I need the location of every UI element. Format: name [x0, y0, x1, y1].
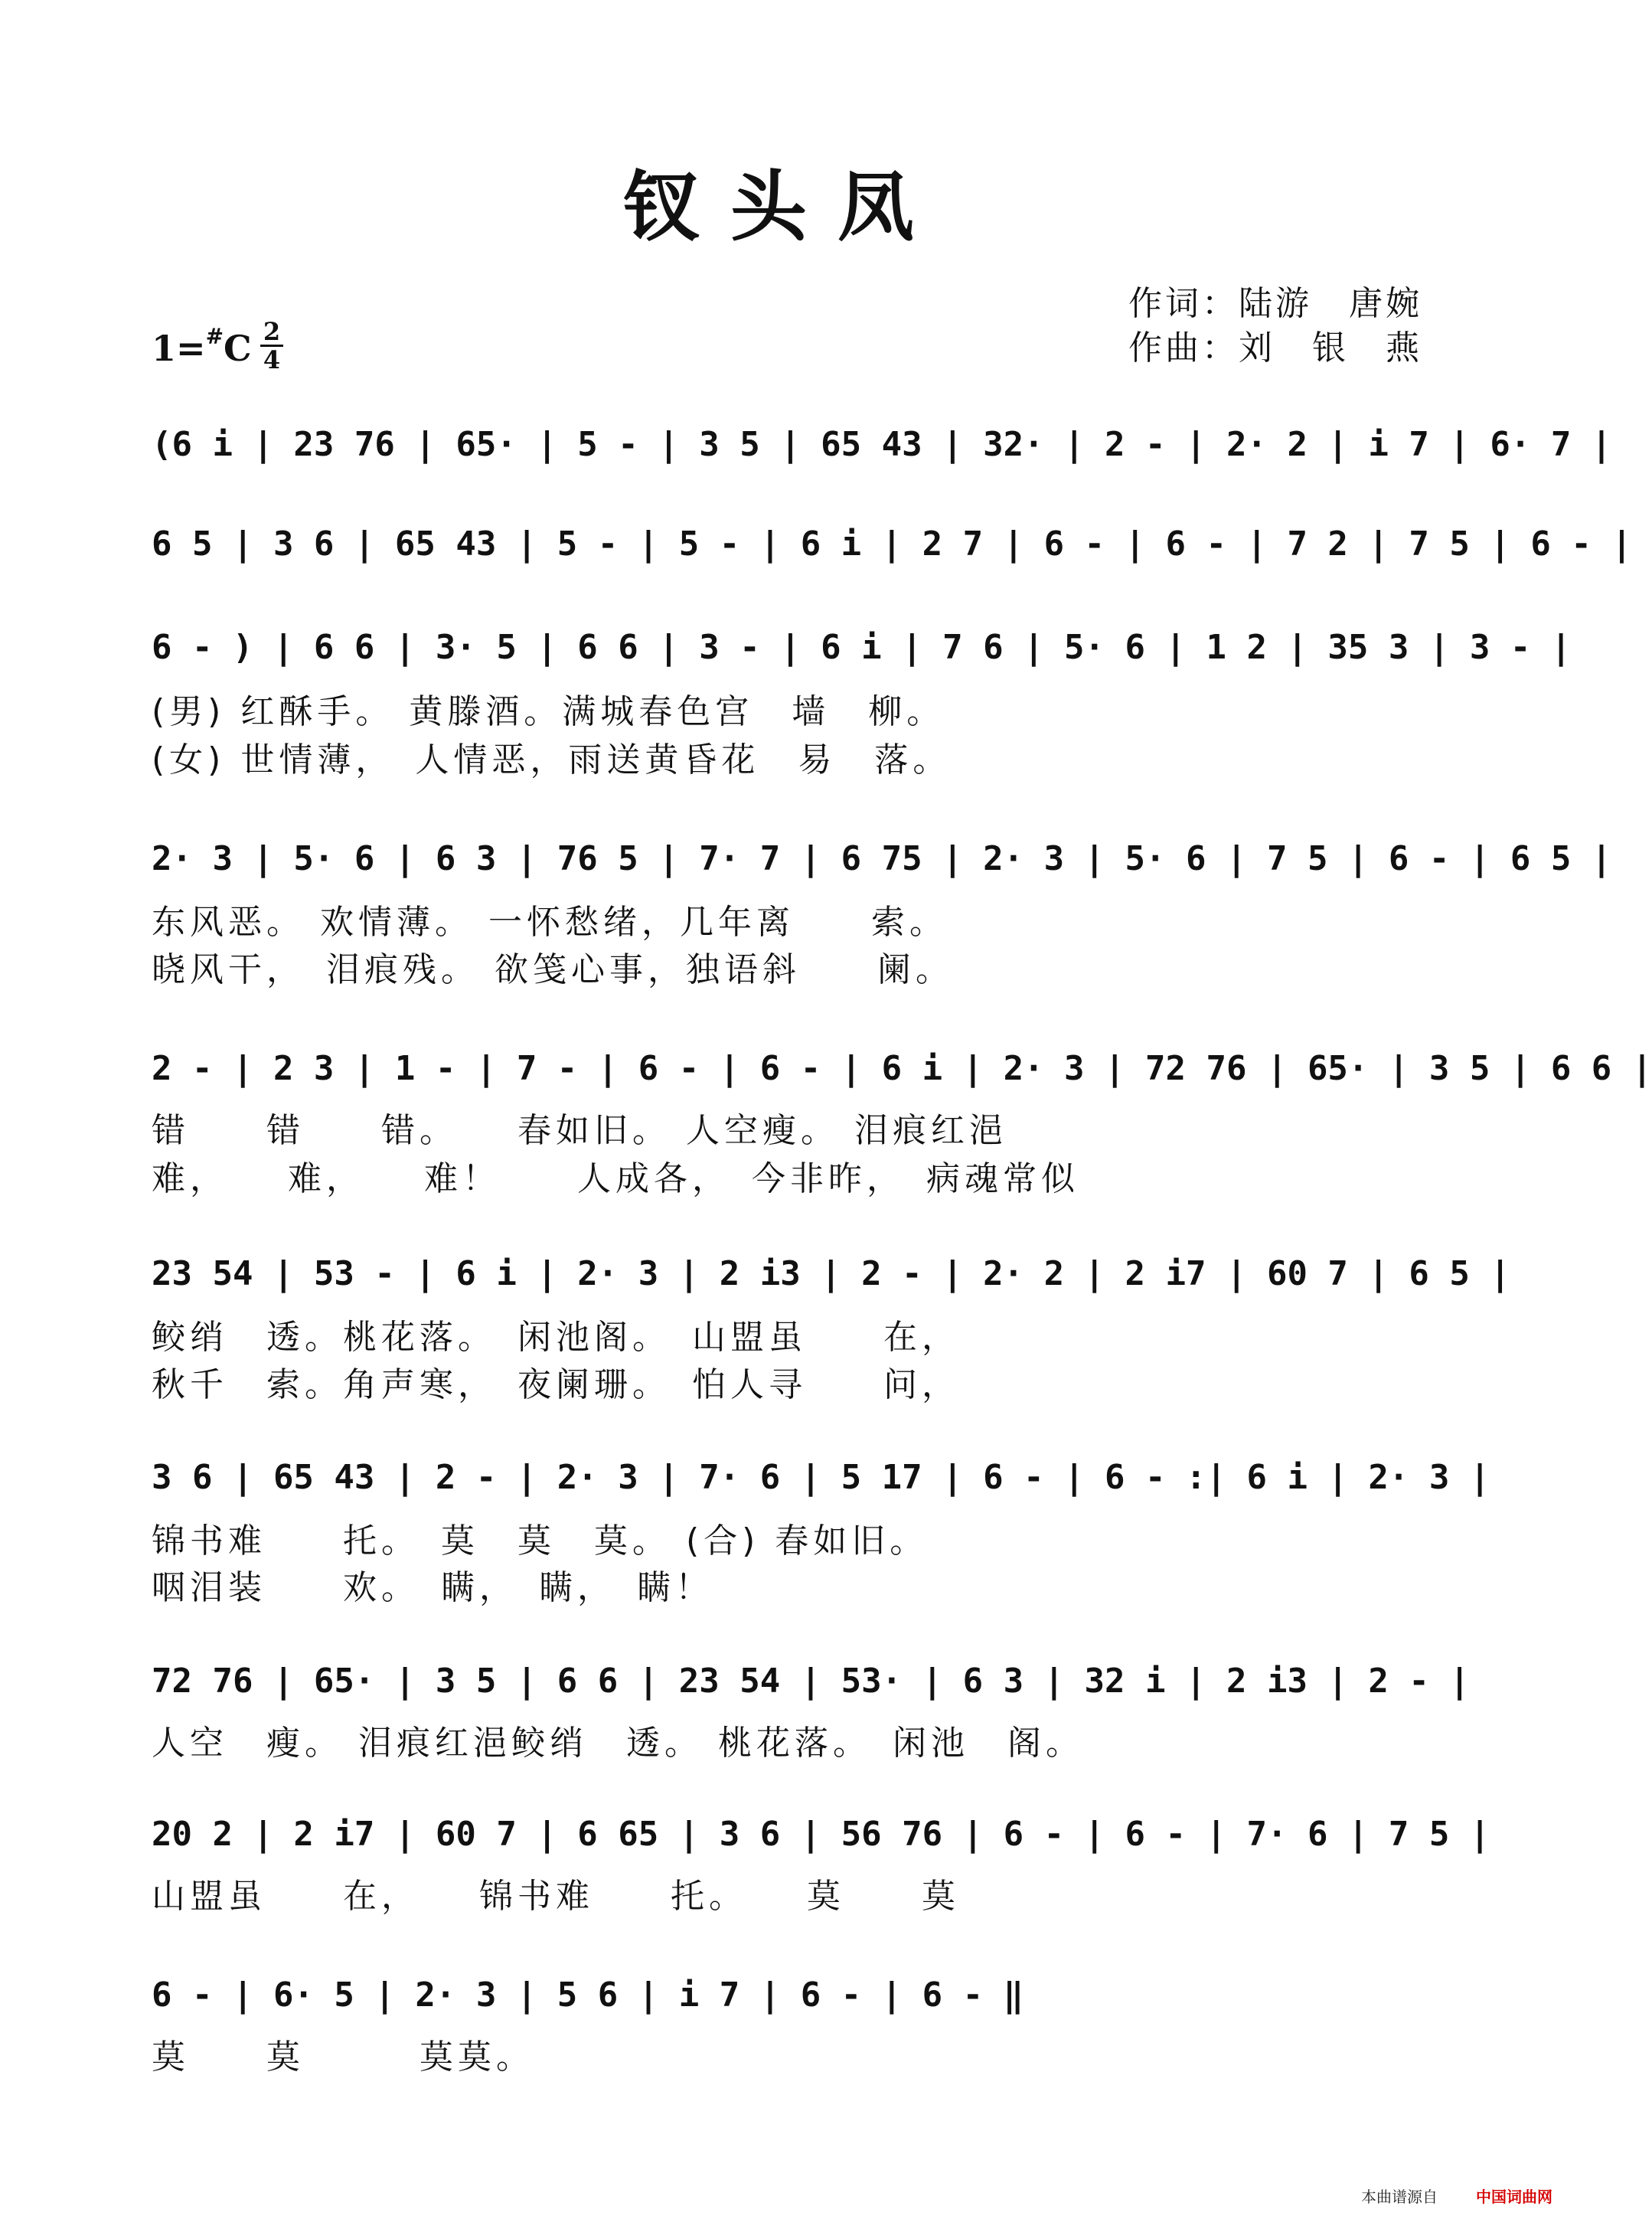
score-system: 72 76 | 65· | 3 5 | 6 6 | 23 54 | 53· | 6 3 | 32 i | 2 i3 | 2 - |: [152, 1662, 1470, 1701]
lyric-line: 鲛绡 透。桃花落。 闲池阁。 山盟虽 在，: [152, 1318, 960, 1357]
score-system: 6 5 | 3 6 | 65 43 | 5 - | 5 - | 6 i | 2 7 | 6 - | 6 - | 7 2 | 7 5 | 6 - |: [152, 525, 1632, 564]
lyric-line: 咽泪装 欢。 瞒， 瞒， 瞒！: [152, 1568, 713, 1607]
footer-source: 本曲谱源自: [1361, 2188, 1438, 2206]
composer-credit: 作曲：刘 银 燕: [1128, 328, 1422, 368]
score-system: 6 - ) | 6 6 | 3· 5 | 6 6 | 3 - | 6 i | 7 6 | 5· 6 | 1 2 | 35 3 | 3 - |: [152, 628, 1572, 667]
lyric-line: 锦书难 托。 莫 莫 莫。 (合) 春如旧。: [152, 1521, 929, 1560]
footer-site-link[interactable]: 中国词曲网: [1476, 2188, 1552, 2206]
lyric-line: 人空 瘦。 泪痕红浥鲛绡 透。 桃花落。 闲池 阁。: [152, 1724, 1084, 1763]
lyric-line: 莫 莫 莫莫。: [152, 2038, 534, 2077]
score-system: 23 54 | 53 - | 6 i | 2· 3 | 2 i3 | 2 - | 2· 2 | 2 i7 | 60 7 | 6 5 |: [152, 1254, 1510, 1293]
lyric-line: 错 错 错。 春如旧。 人空瘦。 泪痕红浥: [152, 1111, 1007, 1150]
lyricist-credit: 作词：陆游 唐婉: [1128, 284, 1422, 323]
score-system: 3 6 | 65 43 | 2 - | 2· 3 | 7· 6 | 5 17 | 6 - | 6 - :| 6 i | 2· 3 |: [152, 1458, 1490, 1497]
lyric-line: 山盟虽 在， 锦书难 托。 莫 莫: [152, 1877, 960, 1916]
key-note: C: [224, 328, 252, 369]
key-signature: [152, 323, 252, 369]
lyric-line: (女) 世情薄， 人情恶，雨送黄昏花 易 落。: [152, 740, 952, 779]
song-title: 钗头凤: [623, 162, 945, 252]
time-signature: [260, 317, 283, 374]
time-sig-top: 2: [263, 317, 281, 346]
key-prefix: 1=: [152, 328, 206, 369]
score-system: 6 - | 6· 5 | 2· 3 | 5 6 | i 7 | 6 - | 6 - ‖: [152, 1976, 1024, 2015]
lyric-line: 秋千 索。角声寒， 夜阑珊。 怕人寻 问，: [152, 1365, 960, 1404]
lyric-line: 晓风干， 泪痕残。 欲笺心事，独语斜 阑。: [152, 950, 954, 989]
score-system: 2· 3 | 5· 6 | 6 3 | 76 5 | 7· 7 | 6 75 | 2· 3 | 5· 6 | 7 5 | 6 - | 6 5 |: [152, 839, 1612, 878]
score-system: (6 i | 23 76 | 65· | 5 - | 3 5 | 65 43 | 32· | 2 - | 2· 2 | i 7 | 6· 7 |: [152, 425, 1612, 464]
lyric-line: 难， 难， 难！ 人成各， 今非昨， 病魂常似: [152, 1159, 1079, 1198]
score-system: 2 - | 2 3 | 1 - | 7 - | 6 - | 6 - | 6 i | 2· 3 | 72 76 | 65· | 3 5 | 6 6 |: [152, 1049, 1652, 1088]
score-system: 20 2 | 2 i7 | 60 7 | 6 65 | 3 6 | 56 76 | 6 - | 6 - | 7· 6 | 7 5 |: [152, 1815, 1490, 1854]
sharp-sign: #: [205, 323, 224, 349]
lyric-line: 东风恶。 欢情薄。 一怀愁绪，几年离 索。: [152, 903, 948, 942]
lyric-line: (男) 红酥手。 黄滕酒。满城春色宫 墙 柳。: [152, 692, 945, 731]
time-sig-bottom: 4: [263, 345, 281, 374]
